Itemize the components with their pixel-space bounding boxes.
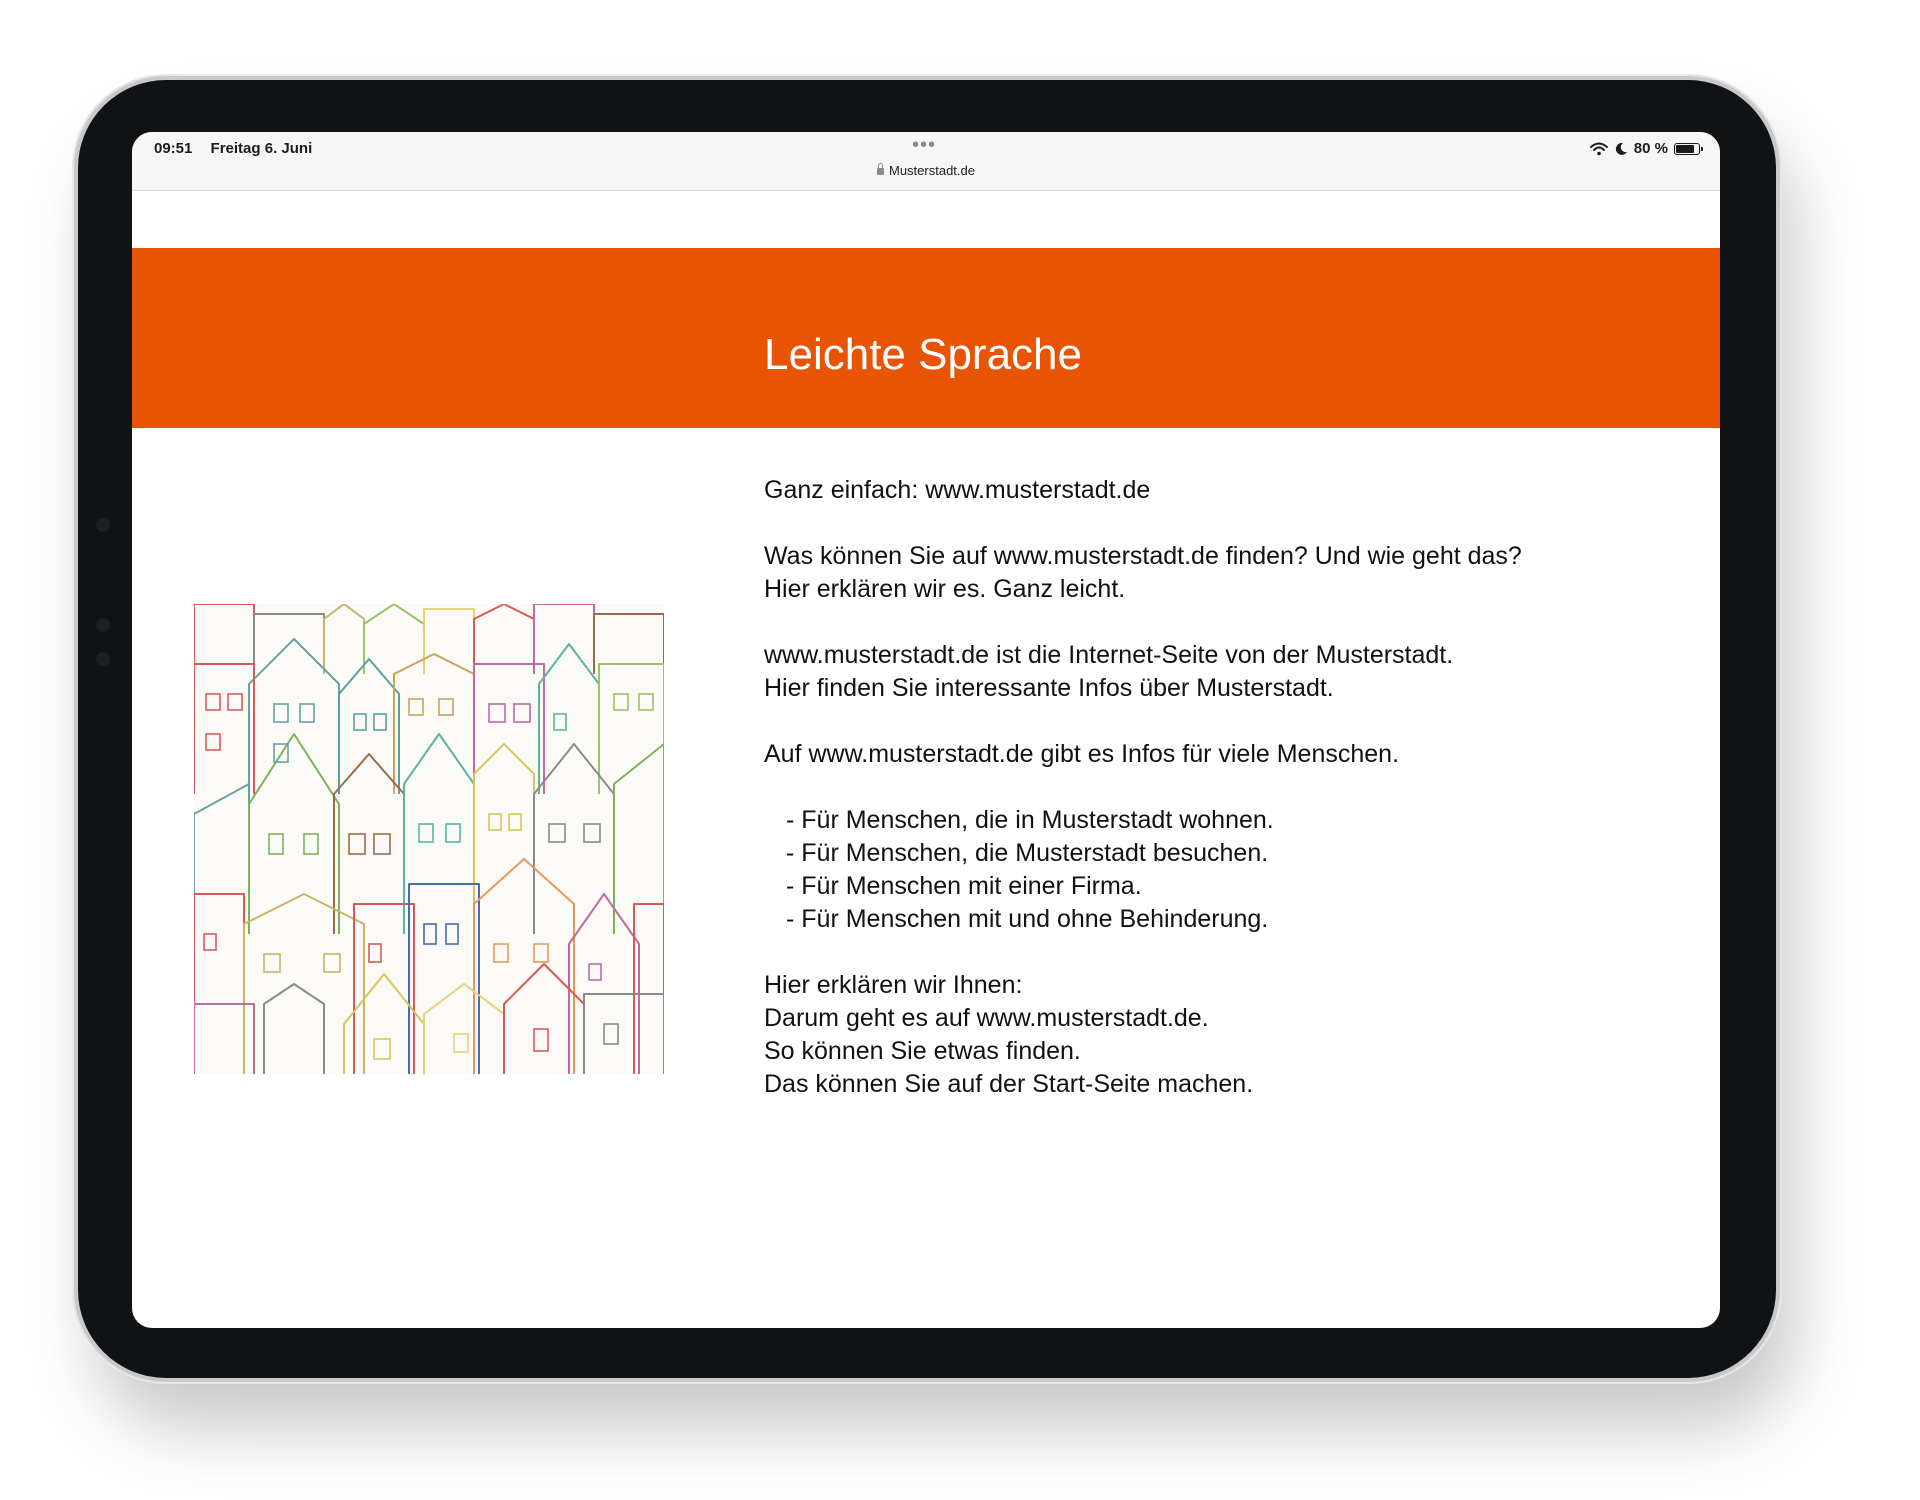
url-text: Musterstadt.de: [889, 163, 975, 178]
main-content: [764, 474, 1664, 1134]
camera-dot: [96, 618, 110, 632]
battery-level: [1676, 145, 1694, 153]
text-line: So können Sie etwas finden.: [764, 1037, 1081, 1065]
paragraph: Auf www.musterstadt.de gibt es Infos für viele Menschen.: [764, 740, 1400, 768]
text-line: Das können Sie auf der Start-Seite machen.: [764, 1070, 1254, 1098]
status-indicators: [1590, 140, 1700, 157]
colorful-houses-illustration: [194, 604, 664, 1074]
text-line: Was können Sie auf www.musterstadt.de finden? Und wie geht das?: [764, 542, 1522, 570]
camera-dot: [96, 652, 110, 666]
status-date: Freitag 6. Juni: [210, 140, 313, 157]
address-bar[interactable]: [132, 163, 1720, 178]
wifi-icon: [1590, 142, 1608, 156]
text-line: Hier erklären wir es. Ganz leicht.: [764, 575, 1126, 603]
list-item: - Für Menschen mit und ohne Behinderung.: [786, 903, 1664, 936]
intro-text: Ganz einfach: www.musterstadt.de: [764, 476, 1151, 504]
paragraph: [764, 540, 1664, 606]
status-clock: [154, 140, 326, 157]
paragraph: [764, 969, 1664, 1101]
tablet-frame: [78, 80, 1776, 1378]
moon-icon: [1614, 142, 1628, 156]
multitask-dots-icon[interactable]: •••: [912, 134, 937, 156]
camera-dot: [96, 518, 110, 532]
paragraph: [764, 639, 1664, 705]
text-line: www.musterstadt.de ist die Internet-Seite von der Musterstadt.: [764, 641, 1454, 669]
page-title: Leichte Sprache: [764, 330, 1082, 379]
text-line: Hier finden Sie interessante Infos über Musterstadt.: [764, 674, 1334, 702]
screen: [132, 132, 1720, 1328]
header-banner: [132, 248, 1720, 428]
list-item: - Für Menschen, die in Musterstadt wohnen.: [786, 804, 1664, 837]
list-item: - Für Menschen, die Musterstadt besuchen.: [786, 837, 1664, 870]
text-line: Darum geht es auf www.musterstadt.de.: [764, 1004, 1209, 1032]
audience-list: [764, 804, 1664, 936]
battery-icon: [1674, 143, 1700, 155]
list-item: - Für Menschen mit einer Firma.: [786, 870, 1664, 903]
status-time: 09:51: [154, 140, 193, 157]
text-line: Hier erklären wir Ihnen:: [764, 971, 1023, 999]
battery-percent: 80 %: [1633, 140, 1668, 157]
lock-icon: [877, 168, 884, 175]
status-bar: [132, 132, 1720, 191]
